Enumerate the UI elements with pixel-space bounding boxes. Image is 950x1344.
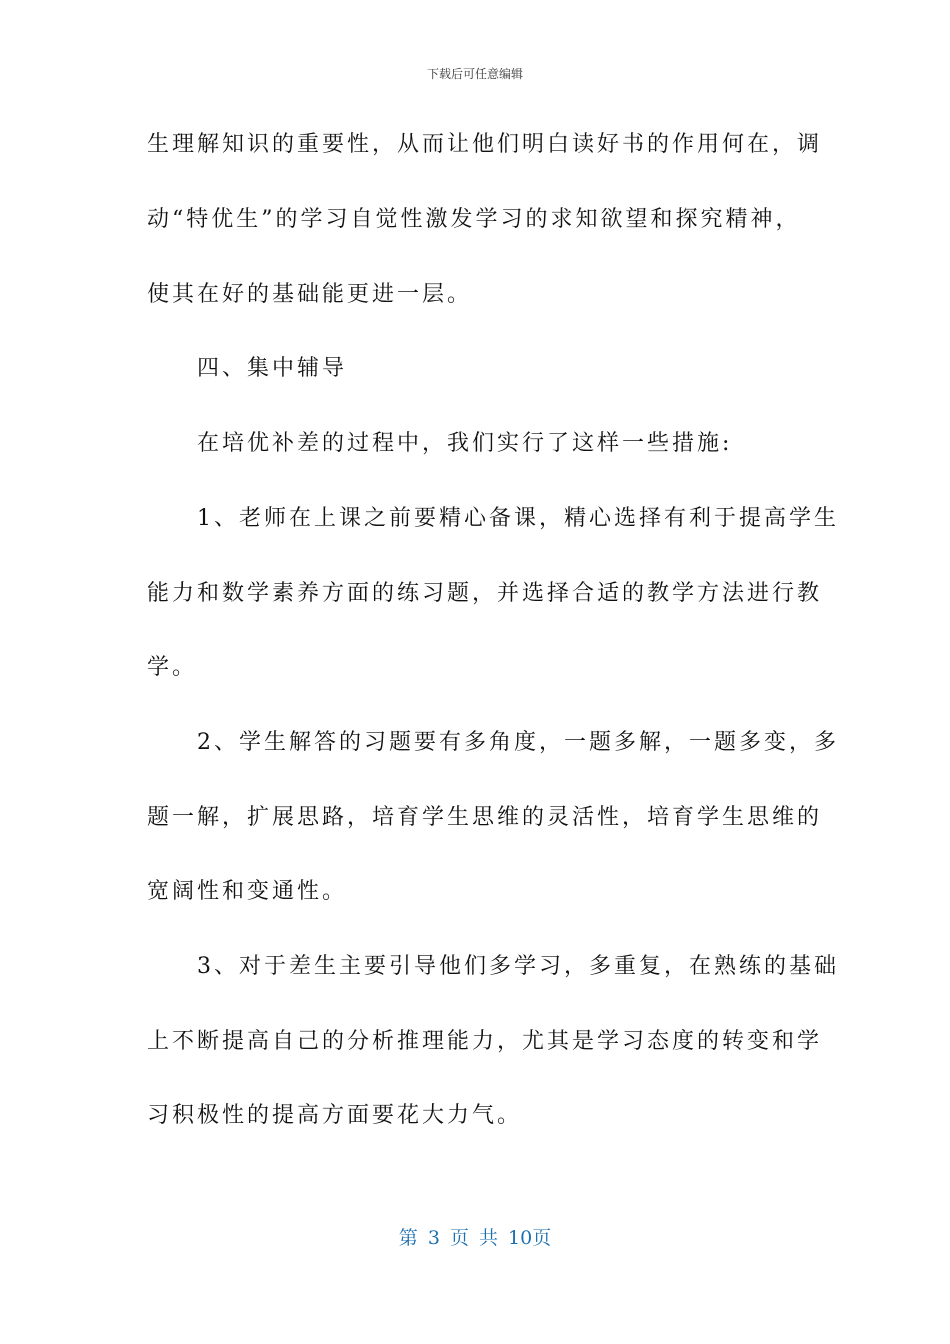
- body-line-8: 学。: [147, 655, 198, 680]
- body-line-14: 习积极性的提高方面要花大力气。: [147, 1103, 523, 1128]
- body-line-11: 宽阔性和变通性。: [147, 879, 348, 904]
- body-line-9: 2、学生解答的习题要有多角度，一题多解，一题多变，多: [147, 730, 839, 755]
- body-line-2: 动“特优生”的学习自觉性激发学习的求知欲望和探究精神，: [147, 207, 801, 232]
- body-line-6: 1、老师在上课之前要精心备课，精心选择有利于提高学生: [147, 506, 839, 531]
- body-line-3: 使其在好的基础能更进一层。: [147, 282, 473, 307]
- body-line-12: 3、对于差生主要引导他们多学习，多重复，在熟练的基础: [147, 954, 839, 979]
- body-line-5: 在培优补差的过程中，我们实行了这样一些措施:: [147, 431, 733, 456]
- section-heading: 四、集中辅导: [147, 356, 348, 381]
- body-line-10: 题一解，扩展思路，培育学生思维的灵活性，培育学生思维的: [147, 805, 823, 830]
- body-line-1: 生理解知识的重要性，从而让他们明白读好书的作用何在，调: [147, 132, 823, 157]
- page-header: 下载后可任意编辑: [426, 67, 523, 81]
- body-line-13: 上不断提高自己的分析推理能力，尤其是学习态度的转变和学: [147, 1029, 823, 1054]
- body-line-7: 能力和数学素养方面的练习题，并选择合适的教学方法进行教: [147, 581, 823, 606]
- page-number-footer: 第 3 页 共 10页: [398, 1227, 552, 1249]
